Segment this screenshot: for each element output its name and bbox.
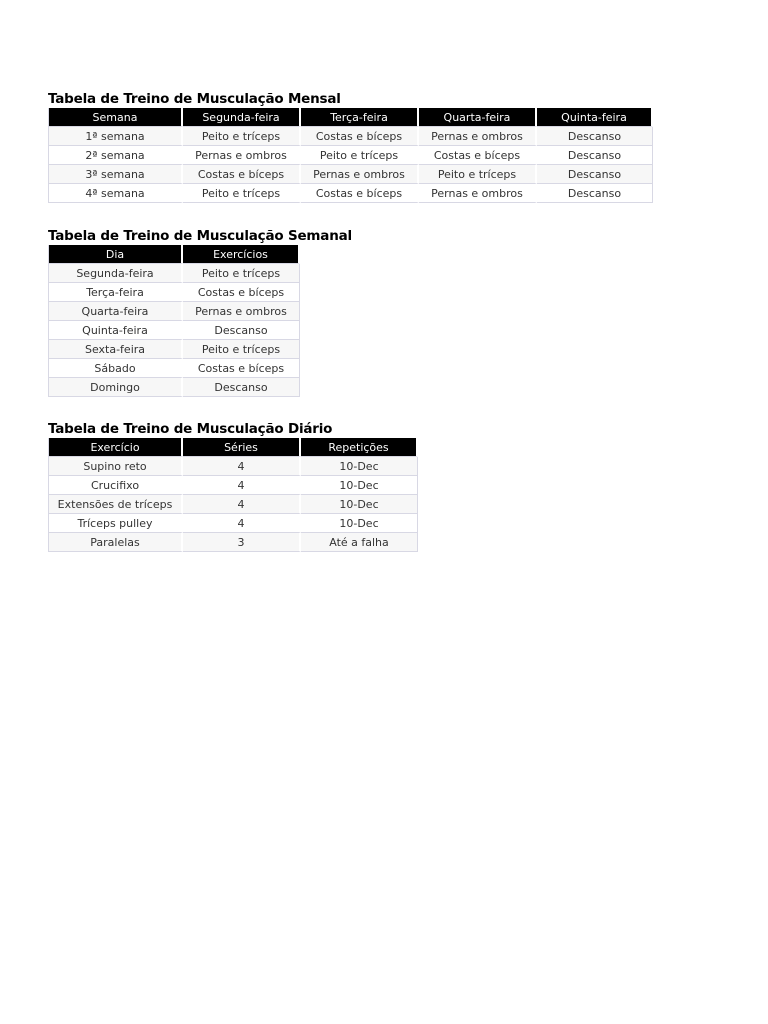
monthly-table (48, 108, 653, 203)
table-cell: Extensões de tríceps (48, 495, 183, 514)
weekly-table-section (48, 227, 352, 397)
daily-table (48, 438, 418, 552)
table-cell: Quinta-feira (48, 321, 183, 340)
column-header: Séries (183, 438, 301, 457)
table-cell: Pernas e ombros (419, 127, 537, 146)
table-cell: Sábado (48, 359, 183, 378)
table-cell: Peito e tríceps (183, 184, 301, 203)
table-cell: 10-Dec (301, 457, 418, 476)
column-header: Semana (48, 108, 183, 127)
table-cell: Pernas e ombros (183, 302, 300, 321)
table-cell: Peito e tríceps (419, 165, 537, 184)
table-row (48, 127, 653, 146)
table-cell: 4ª semana (48, 184, 183, 203)
table-cell: Descanso (183, 378, 300, 397)
table-cell: Costas e bíceps (183, 359, 300, 378)
table-cell: Peito e tríceps (183, 264, 300, 283)
table-cell: Costas e bíceps (183, 165, 301, 184)
table-row (48, 476, 418, 495)
table-cell: Tríceps pulley (48, 514, 183, 533)
table-cell: Peito e tríceps (183, 340, 300, 359)
table-cell: 10-Dec (301, 514, 418, 533)
daily-table-section (48, 420, 418, 552)
table-cell: 3 (183, 533, 301, 552)
table-row (48, 359, 300, 378)
table-row (48, 264, 300, 283)
table-cell: 4 (183, 457, 301, 476)
table-cell: Sexta-feira (48, 340, 183, 359)
column-header: Repetições (301, 438, 418, 457)
table-row (48, 457, 418, 476)
table-cell: Quarta-feira (48, 302, 183, 321)
table-cell: Costas e bíceps (419, 146, 537, 165)
table-cell: Domingo (48, 378, 183, 397)
weekly-table-title: Tabela de Treino de Musculação Semanal (48, 228, 352, 244)
table-cell: 4 (183, 514, 301, 533)
table-cell: 4 (183, 476, 301, 495)
table-cell: Crucifixo (48, 476, 183, 495)
table-cell: Peito e tríceps (183, 127, 301, 146)
table-cell: 1ª semana (48, 127, 183, 146)
table-row (48, 378, 300, 397)
column-header: Exercício (48, 438, 183, 457)
column-header: Quarta-feira (419, 108, 537, 127)
column-header: Terça-feira (301, 108, 419, 127)
table-cell: Pernas e ombros (419, 184, 537, 203)
column-header: Exercícios (183, 245, 300, 264)
weekly-table-header-row (48, 245, 300, 264)
table-cell: Peito e tríceps (301, 146, 419, 165)
table-cell: Segunda-feira (48, 264, 183, 283)
monthly-table-header-row (48, 108, 653, 127)
table-cell: Descanso (537, 165, 653, 184)
column-header: Quinta-feira (537, 108, 653, 127)
table-row (48, 165, 653, 184)
table-cell: Descanso (183, 321, 300, 340)
table-row (48, 146, 653, 165)
weekly-table (48, 245, 300, 397)
table-cell: Pernas e ombros (183, 146, 301, 165)
table-cell: Costas e bíceps (301, 184, 419, 203)
column-header: Dia (48, 245, 183, 264)
table-cell: Descanso (537, 146, 653, 165)
table-cell: Costas e bíceps (183, 283, 300, 302)
table-cell: Paralelas (48, 533, 183, 552)
table-row (48, 184, 653, 203)
table-cell: 10-Dec (301, 476, 418, 495)
table-cell: 4 (183, 495, 301, 514)
table-cell: Costas e bíceps (301, 127, 419, 146)
table-cell: 3ª semana (48, 165, 183, 184)
monthly-table-section (48, 90, 653, 203)
table-row (48, 302, 300, 321)
table-row (48, 283, 300, 302)
column-header: Segunda-feira (183, 108, 301, 127)
table-row (48, 321, 300, 340)
table-cell: 10-Dec (301, 495, 418, 514)
table-cell: Até a falha (301, 533, 418, 552)
table-cell: Terça-feira (48, 283, 183, 302)
daily-table-title: Tabela de Treino de Musculação Diário (48, 421, 333, 437)
daily-table-header-row (48, 438, 418, 457)
table-cell: Descanso (537, 184, 653, 203)
table-row (48, 495, 418, 514)
table-row (48, 533, 418, 552)
table-row (48, 340, 300, 359)
table-cell: Supino reto (48, 457, 183, 476)
table-row (48, 514, 418, 533)
table-cell: Descanso (537, 127, 653, 146)
table-cell: Pernas e ombros (301, 165, 419, 184)
table-cell: 2ª semana (48, 146, 183, 165)
monthly-table-title: Tabela de Treino de Musculação Mensal (48, 91, 341, 107)
